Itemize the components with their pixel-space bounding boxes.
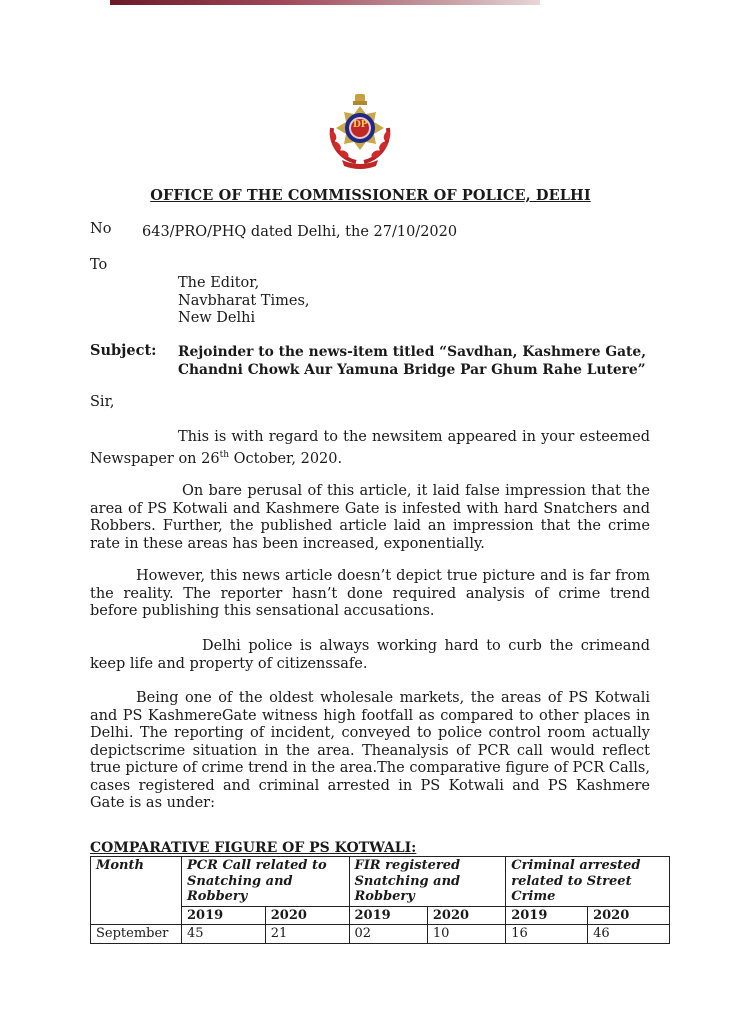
value-cell: 45 [182,925,266,944]
addressee-line-2: Navbharat Times, [178,293,310,309]
ref-no-value: 643/PRO/PHQ dated Delhi, the 27/10/2020 [142,224,458,240]
paragraph-1-tail: October, 2020. [229,450,343,467]
top-edge-strip [110,0,540,5]
year-cell: 2019 [506,906,588,925]
table-row [91,925,670,944]
table-title: COMPARATIVE FIGURE OF PS KOTWALI: [90,840,417,856]
page-title: OFFICE OF THE COMMISSIONER OF POLICE, DELHI [150,187,591,204]
value-cell: 10 [427,925,505,944]
header-criminal-arrested: Criminal arrested related to Street Crime [506,857,670,907]
paragraph-5: Being one of the oldest wholesale markets, the areas of PS Kotwali and PS KashmereGate witness high footfall as compared to other places in Delhi. The reporting of incident, conveyed to police control room actually depictscrime situation in the area. Theanalysis of PCR call would reflect true picture of crime trend in the area.The comparative figure of PCR Calls, cases registered and criminal arrested in PS Kotwali and PS Kashmere Gate is as under: [90,690,650,811]
ref-no-label: No [90,221,112,237]
header-month: Month [91,857,182,925]
subject-text: Rejoinder to the news-item titled “Savdhan, Kashmere Gate, Chandni Chowk Aur Yamuna Bridge Par Ghum Rahe Lutere” [178,344,646,378]
year-cell: 2020 [588,906,670,925]
paragraph-3: However, this news article doesn’t depict true picture and is far from the reality. The reporter hasn’t done required analysis of crime trend before publishing this sensational accusations. [90,568,650,619]
delhi-police-emblem-icon [322,92,398,172]
paragraph-4: Delhi police is always working hard to curb the crimeand keep life and property of citizenssafe. [90,638,650,672]
paragraph-1-sup: th [219,449,230,460]
addressee-line-1: The Editor, [178,275,260,291]
value-cell: 16 [506,925,588,944]
to-label: To [90,257,108,273]
value-cell: 21 [265,925,349,944]
table-header-row [91,857,670,907]
month-cell: September [91,925,182,944]
salutation: Sir, [90,394,115,410]
paragraph-1 [90,429,650,468]
value-cell: 46 [588,925,670,944]
year-cell: 2019 [349,906,427,925]
addressee-line-3: New Delhi [178,310,256,326]
paragraph-2: On bare perusal of this article, it laid false impression that the area of PS Kotwali and Kashmere Gate is infested with hard Snatchers and Robbers. Further, the published article laid an impression that the crime rate in these areas has been increased, exponentially. [90,483,650,552]
header-fir-registered: FIR registered Snatching and Robbery [349,857,506,907]
year-cell: 2020 [427,906,505,925]
year-cell: 2020 [265,906,349,925]
emblem-monogram: DP [353,120,368,130]
comparative-table [90,856,670,944]
year-cell: 2019 [182,906,266,925]
paragraph-1-text: This is with regard to the newsitem appeared in your esteemed Newspaper on 26 [90,429,650,467]
subject-label: Subject: [90,342,157,359]
value-cell: 02 [349,925,427,944]
header-pcr-call: PCR Call related to Snatching and Robbery [182,857,350,907]
